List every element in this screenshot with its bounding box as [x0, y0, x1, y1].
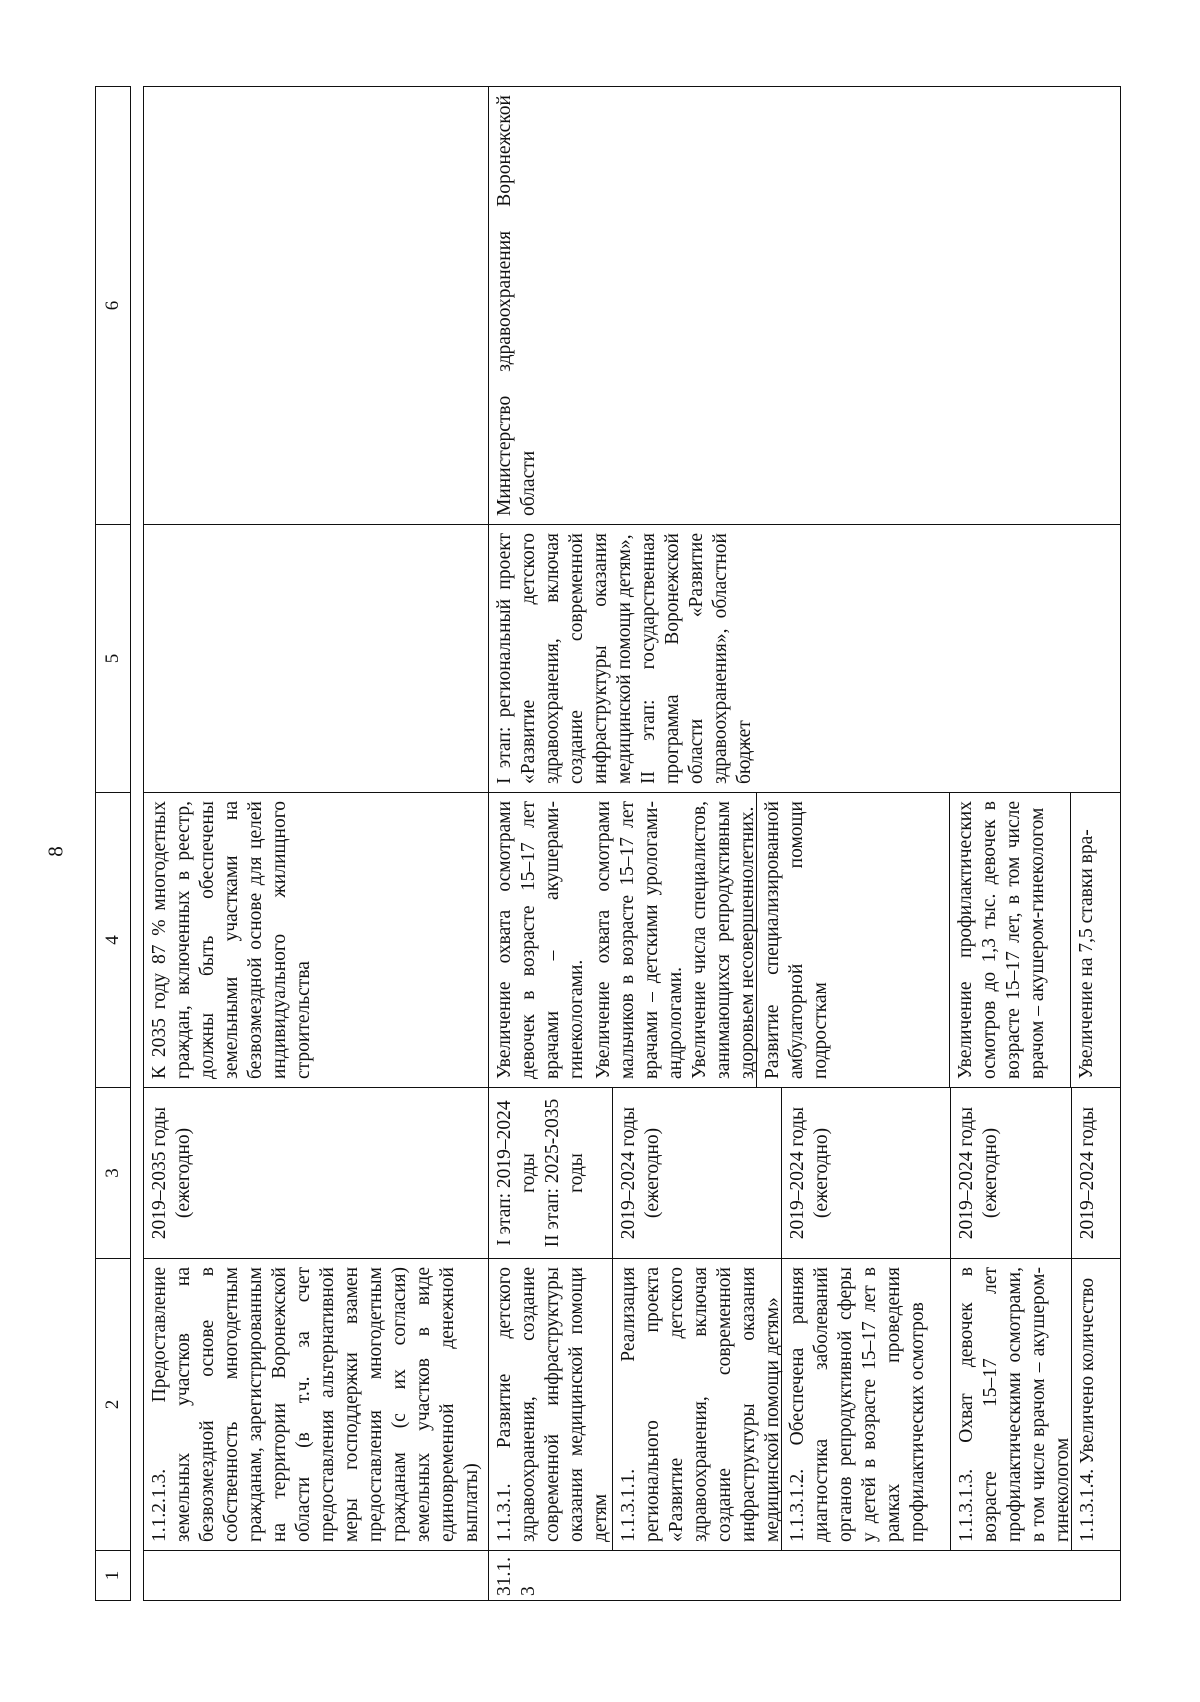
row-a-measure: 1.1.2.1.3. Предоставление земельных участков на безвозмездной основе в собственность многодетным гражданам, зарегистрированным на территории Воронежской области (в т.ч. за счет предоставления альтернативной меры господдержки взамен предоставления многодетным гражданам (с их согласия) земельных участков в виде единовременной денежной выплаты)	[144, 1259, 489, 1551]
row-a-source	[144, 525, 489, 793]
row-a-period: 2019–2035 годы (ежегодно)	[144, 1088, 489, 1259]
header-cell-1: 1	[96, 1551, 131, 1601]
header-row	[96, 87, 131, 1601]
row-a-responsible	[144, 87, 489, 525]
row-b-measure-main: 1.1.3.1. Развитие детского здравоохранения, создание современной инфраструктуры оказания медицинской помощи детям	[494, 1267, 611, 1542]
sub-2-measure: 1.1.3.1.2. Обеспечена ранняя диагностика заболеваний органов репродуктивной сферы у детей в возрасте 15–17 лет в рамках проведения профилактических осмотров	[781, 1259, 950, 1550]
sub-2-period: 2019–2024 годы (ежегодно)	[781, 1088, 950, 1258]
gap-row	[131, 87, 144, 1601]
header-cell-2: 2	[96, 1259, 131, 1551]
row-a-result: К 2035 году 87 % многодетных граждан, включенных в реестр, должны быть обеспечены земельными участками на безвозмездной основе для целей индивидуального жилищного строительства	[144, 793, 489, 1088]
sub-3-result: Увеличение профилактических осмотров до 1,3 тыс. девочек в возрасте 15–17 лет, в том числе врачом – акушером-гинекологом	[949, 793, 1070, 1087]
row-b-source: I этап: региональный проект «Развитие детского здравоохранения, включая создание современной инфраструктуры оказания медицинской помощи детям», II этап: государственная программа Воронежской области «Развитие здравоохранения», областной бюджет	[489, 525, 1121, 793]
row-b-period-main: I этап: 2019–2024 годы II этап: 2025-2035 годы	[494, 1098, 587, 1248]
sub-4-period: 2019–2024 годы	[1071, 1088, 1120, 1258]
table-row	[144, 87, 489, 1601]
sub-3-measure: 1.1.3.1.3. Охват девочек в возрасте 15–17 лет профилактическими осмотрами, в том числе врачом – акушером-гинекологом	[950, 1259, 1071, 1550]
plan-table	[95, 86, 1121, 1601]
sub-1-result: Увеличение охвата осмотрами мальчиков в возрасте 15–17 лет врачами – детскими урологами-андрологами. Увеличение числа специалистов, занимающихся репродуктивным здоровьем несовершеннолетних.	[593, 801, 758, 1079]
sub-3-period: 2019–2024 годы (ежегодно)	[950, 1088, 1071, 1258]
sub-4-result: Увеличение на 7,5 ставки вра-	[1070, 793, 1119, 1087]
header-cell-6: 6	[96, 87, 131, 525]
row-b-responsible: Министерство здравоохранения Воронежской области	[489, 87, 1121, 525]
sub-2-result: Развитие специализированной амбулаторной помощи подросткам	[756, 793, 949, 1087]
row-b-periods	[489, 1088, 1121, 1259]
sub-1-measure: 1.1.3.1.1. Реализация регионального проекта «Развитие детского здравоохранения, включая создание современной инфраструктуры оказания медицинской помощи детям»	[612, 1259, 781, 1550]
sub-4-measure: 1.1.3.1.4. Увеличено количество	[1071, 1259, 1120, 1550]
row-a-col1	[144, 1551, 489, 1601]
rotated-sheet	[95, 87, 1143, 1601]
sub-1-period: 2019–2024 годы (ежегодно)	[612, 1088, 781, 1258]
header-cell-3: 3	[96, 1088, 131, 1259]
table-wrapper	[95, 87, 1143, 1601]
row-b-number: 31.1.3	[489, 1551, 1121, 1601]
table-row	[489, 87, 1121, 1601]
page-number: 8	[43, 846, 68, 857]
row-b-results	[489, 793, 1121, 1088]
row-b-result-main: Увеличение охвата осмотрами девочек в возрасте 15–17 лет врачами – акушерами-гинекологами.	[494, 801, 587, 1079]
row-b-measures	[489, 1259, 1121, 1551]
header-cell-5: 5	[96, 525, 131, 793]
header-cell-4: 4	[96, 793, 131, 1088]
